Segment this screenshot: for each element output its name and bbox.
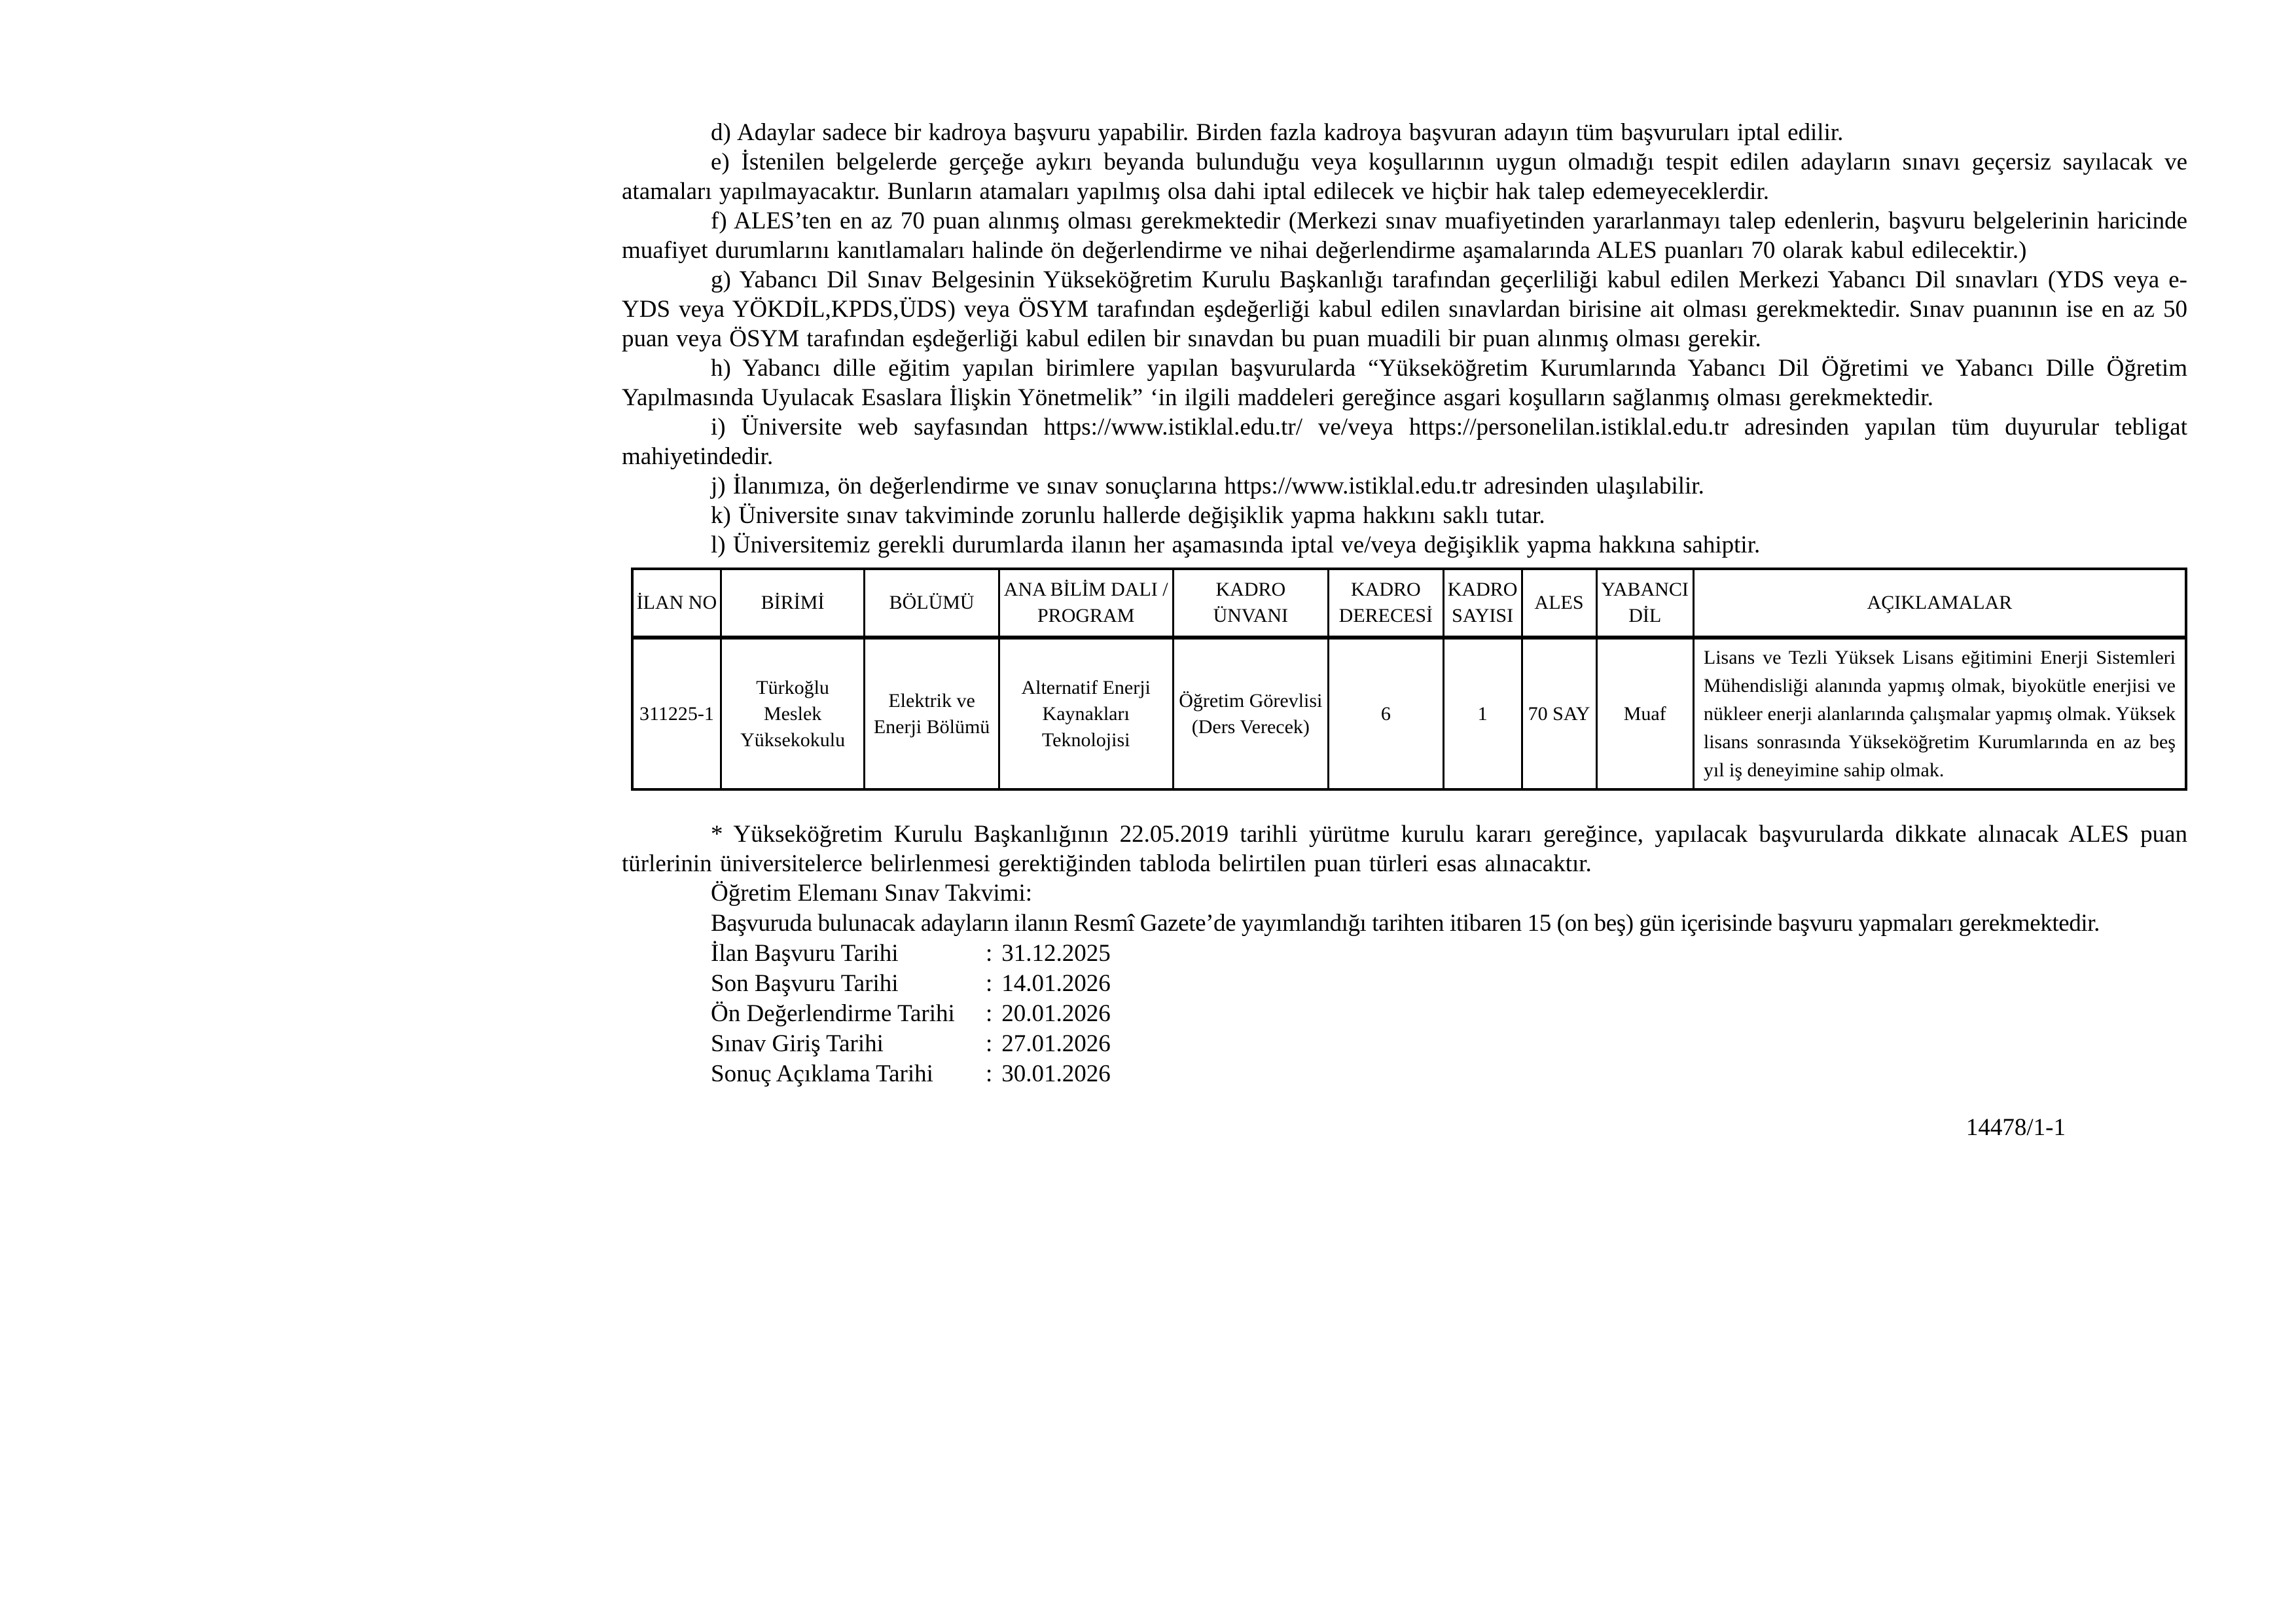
note-paragraph-e: e) İstenilen belgelerde gerçeğe aykırı beyanda bulunduğu veya koşullarının uygun olmadığı tespit edilen adayların sınavı geçersiz sayılacak ve atamaları yapılmayacaktır. Bunların atamaları yapılmış olsa dahi iptal edilecek ve hiçbir hak talep edemeyeceklerdir.: [622, 149, 2187, 205]
schedule-list: [622, 939, 2187, 1089]
table-header-cell-7: ALES: [1522, 569, 1596, 638]
table-cell-4: Öğretim Görevlisi (Ders Verecek): [1173, 638, 1328, 789]
notes-section: [622, 118, 2187, 560]
schedule-colon: :: [986, 1030, 993, 1057]
schedule-colon: :: [986, 1060, 993, 1087]
document-content: [622, 118, 2187, 1142]
schedule-label: Sınav Giriş Tarihi: [711, 1030, 884, 1057]
table-cell-5: 6: [1329, 638, 1444, 789]
note-paragraph-j: j) İlanımıza, ön değerlendirme ve sınav sonuçlarına https://www.istiklal.edu.tr adresinden ulaşılabilir.: [711, 473, 1704, 499]
table-header-cell-1: BİRİMİ: [721, 569, 865, 638]
note-paragraph-f: f) ALES’ten en az 70 puan alınmış olması gerekmektedir (Merkezi sınav muafiyetinden yararlanmayı talep edenlerin, başvuru belgelerinin haricinde muafiyet durumlarını kanıtlamaları halinde ön değerlendirme ve nihai değerlendirme aşamalarında ALES puanları 70 olarak kabul edilecektir.): [622, 208, 2187, 264]
table-cell-3: Alternatif Enerji Kaynakları Teknolojisi: [999, 638, 1173, 789]
schedule-date-value: 27.01.2026: [1001, 1030, 1111, 1057]
note-paragraph-l: l) Üniversitemiz gerekli durumlarda ilanın her aşamasında iptal ve/veya değişiklik yapma hakkına sahiptir.: [711, 532, 1761, 558]
schedule-item: [711, 1029, 2187, 1059]
table-cell-6: 1: [1443, 638, 1522, 789]
note-paragraph-h: h) Yabancı dille eğitim yapılan birimlere yapılan başvurularda “Yükseköğretim Kurumlarında Yabancı Dil Öğretimi ve Yabancı Dille Öğretim Yapılmasında Uyulacak Esaslara İlişkin Yönetmelik” ‘in ilgili maddeleri gereğince asgari koşulların sağlanmış olması gerekmektedir.: [622, 355, 2187, 411]
schedule-label: Son Başvuru Tarihi: [711, 970, 899, 997]
schedule-item: [711, 939, 2187, 969]
schedule-note: Başvuruda bulunacak adayların ilanın Resmî Gazete’de yayımlandığı tarihten itibaren 15 (on beş) gün içerisinde başvuru yapmaları gerekmektedir.: [711, 910, 2100, 937]
note-paragraph-k: k) Üniversite sınav takviminde zorunlu hallerde değişiklik yapma hakkını saklı tutar.: [711, 502, 1545, 529]
table-cell-1: Türkoğlu Meslek Yüksekokulu: [721, 638, 865, 789]
table-header-cell-2: BÖLÜMÜ: [865, 569, 999, 638]
schedule-title: Öğretim Elemanı Sınav Takvimi:: [711, 880, 1033, 907]
reference-number: 14478/1-1: [1965, 1114, 2066, 1141]
table-header-cell-9: AÇIKLAMALAR: [1693, 569, 2186, 638]
table-header-cell-3: ANA BİLİM DALI / PROGRAM: [999, 569, 1173, 638]
table-header-row: [632, 569, 2186, 638]
schedule-item: [711, 999, 2187, 1029]
positions-table-wrapper: [631, 568, 2187, 791]
schedule-colon: :: [986, 940, 993, 967]
table-header-cell-5: KADRO DERECESİ: [1329, 569, 1444, 638]
schedule-date-value: 31.12.2025: [1001, 940, 1111, 967]
table-cell-8: Muaf: [1596, 638, 1693, 789]
schedule-colon: :: [986, 970, 993, 997]
schedule-date-value: 20.01.2026: [1001, 1000, 1111, 1027]
schedule-item: [711, 1059, 2187, 1089]
table-body: [632, 638, 2186, 789]
note-paragraph-i: i) Üniversite web sayfasından https://www.istiklal.edu.tr/ ve/veya https://personelilan.istiklal.edu.tr adresinden yapılan tüm duyurular tebligat mahiyetindedir.: [622, 414, 2187, 470]
table-row: [632, 638, 2186, 789]
note-paragraph-g: g) Yabancı Dil Sınav Belgesinin Yükseköğretim Kurulu Başkanlığı tarafından geçerliliği kabul edilen Merkezi Yabancı Dil sınavları (YDS veya e- YDS veya YÖKDİL,KPDS,ÜDS) veya ÖSYM tarafından eşdeğerliği kabul edilen sınavlardan birisine ait olması gerekmektedir. Sınav puanının ise en az 50 puan veya ÖSYM tarafından eşdeğerliği kabul edilen bir sınavdan bu puan muadili bir puan alınmış olması gerekir.: [622, 266, 2187, 352]
table-cell-7: 70 SAY: [1522, 638, 1596, 789]
table-header-cell-4: KADRO ÜNVANI: [1173, 569, 1328, 638]
table-header-cell-0: İLAN NO: [632, 569, 721, 638]
schedule-label: Sonuç Açıklama Tarihi: [711, 1060, 933, 1087]
schedule-date-value: 14.01.2026: [1001, 970, 1111, 997]
note-paragraph-d: d) Adaylar sadece bir kadroya başvuru yapabilir. Birden fazla kadroya başvuran adayın tüm başvuruları iptal edilir.: [711, 119, 1844, 146]
positions-table: [631, 568, 2187, 791]
schedule-label: Ön Değerlendirme Tarihi: [711, 1000, 955, 1027]
schedule-label: İlan Başvuru Tarihi: [711, 940, 899, 967]
schedule-date-value: 30.01.2026: [1001, 1060, 1111, 1087]
table-header-cell-8: YABANCI DİL: [1596, 569, 1693, 638]
ales-footnote: * Yükseköğretim Kurulu Başkanlığının 22.05.2019 tarihli yürütme kurulu kararı gereğince, yapılacak başvurularda dikkate alınacak ALES puan türlerinin üniversitelerce belirlenmesi gerektiğinden tabloda belirtilen puan türleri esas alınacaktır.: [622, 821, 2187, 877]
schedule-item: [711, 969, 2187, 999]
table-header-cell-6: KADRO SAYISI: [1443, 569, 1522, 638]
schedule-colon: :: [986, 1000, 993, 1027]
table-cell-2: Elektrik ve Enerji Bölümü: [865, 638, 999, 789]
table-cell-0: 311225-1: [632, 638, 721, 789]
table-cell-9: Lisans ve Tezli Yüksek Lisans eğitimini Enerji Sistemleri Mühendisliği alanında yapmış olmak, biyokütle enerjisi ve nükleer enerji alanlarında çalışmalar yapmış olmak. Yüksek lisans sonrasında Yükseköğretim Kurumlarında en az beş yıl iş deneyimine sahip olmak.: [1693, 638, 2186, 789]
